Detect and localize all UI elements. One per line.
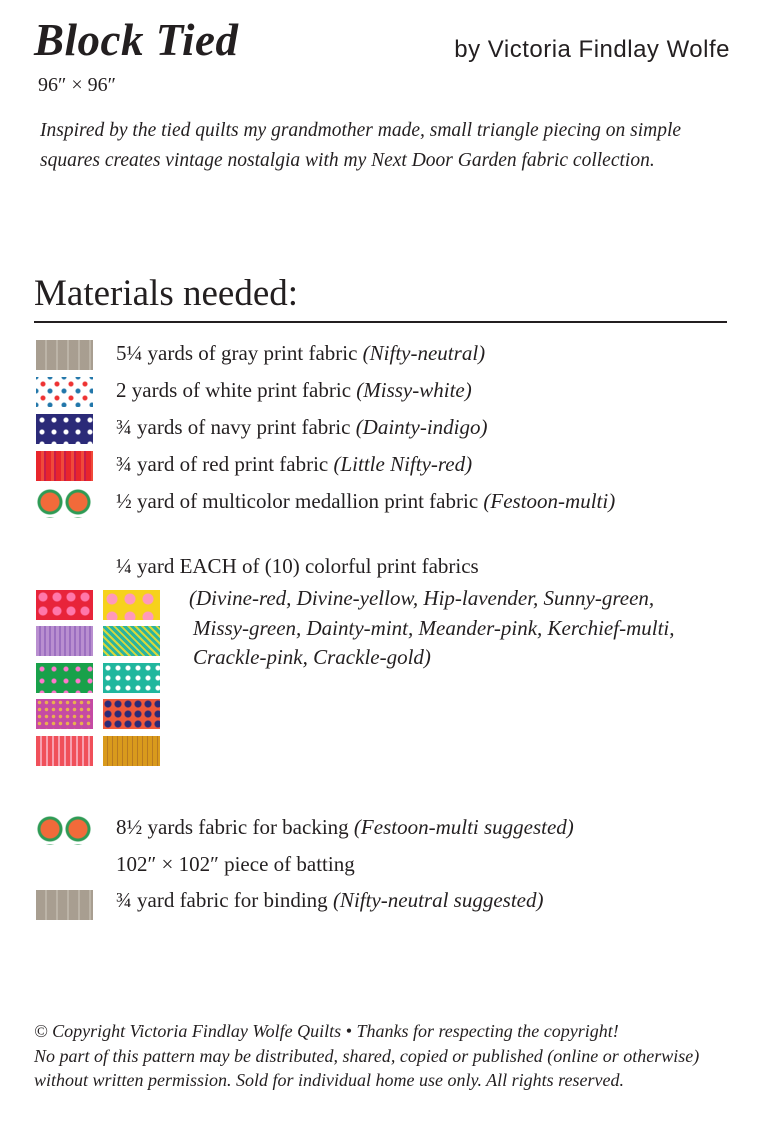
fabric-swatch-binding — [36, 890, 93, 920]
material-text: ¾ yard fabric for binding — [116, 888, 333, 912]
fabric-name: (Nifty-neutral suggested) — [332, 888, 544, 912]
material-item — [116, 415, 488, 440]
fabric-swatch-divine-yellow — [103, 590, 160, 620]
material-text: 2 yards of white print fabric — [116, 378, 357, 402]
fabric-swatch-meander-pink — [36, 699, 93, 729]
fabric-swatch-dainty-mint — [103, 663, 160, 693]
materials-heading: Materials needed: — [34, 273, 299, 314]
material-item — [116, 452, 472, 477]
batting-item: 102″ × 102″ piece of batting — [116, 852, 355, 876]
copyright-notice — [34, 1019, 734, 1093]
copyright-line: © Copyright Victoria Findlay Wolfe Quilts • Thanks for respecting the copyright! — [34, 1021, 619, 1041]
fabric-swatch-hip-lavender — [36, 626, 93, 656]
quilt-dimensions: 96″ × 96″ — [38, 74, 116, 96]
fabric-swatch-backing — [36, 815, 93, 845]
fabric-swatch-crackle-pink — [36, 736, 93, 766]
heading-divider — [34, 321, 727, 323]
pattern-description: Inspired by the tied quilts my grandmother made, small triangle piecing on simple squares creates vintage nostalgia with my Next Door Garden fabric collection. — [40, 120, 682, 171]
fabric-names-line: (Divine-red, Divine-yellow, Hip-lavender, Sunny-green, — [189, 586, 655, 610]
designer-credit: by Victoria Findlay Wolfe — [454, 36, 730, 63]
fabric-swatch-sunny-green — [103, 626, 160, 656]
material-item — [116, 489, 615, 514]
fabric-swatch-missy-white — [36, 377, 93, 407]
fabric-swatch-little-nifty-red — [36, 451, 93, 481]
usage-terms: No part of this pattern may be distributed, shared, copied or published (online or otherwise) without written permission. Sold for individual home use only. All rights reserved. — [34, 1045, 700, 1090]
fabric-name: (Missy-white) — [356, 378, 472, 402]
fabric-name: (Festoon-multi) — [483, 489, 616, 513]
material-item — [116, 341, 485, 366]
material-text: ½ yard of multicolor medallion print fabric — [116, 489, 484, 513]
fabric-names-line: Missy-green, Dainty-mint, Meander-pink, Kerchief-multi, — [193, 615, 675, 640]
assorted-fabrics-item: ¼ yard EACH of (10) colorful print fabrics — [116, 554, 479, 578]
fabric-swatch-festoon-multi — [36, 488, 93, 518]
fabric-name: (Dainty-indigo) — [355, 415, 488, 439]
pattern-title: Block Tied — [34, 15, 239, 65]
fabric-swatch-crackle-gold — [103, 736, 160, 766]
fabric-swatch-kerchief-multi — [103, 699, 160, 729]
material-text: ¾ yard of red print fabric — [116, 452, 334, 476]
fabric-name: (Nifty-neutral) — [362, 341, 486, 365]
fabric-swatch-missy-green — [36, 663, 93, 693]
material-text: 8½ yards fabric for backing — [116, 815, 354, 839]
binding-item — [116, 888, 543, 913]
fabric-name: (Festoon-multi suggested) — [353, 815, 574, 839]
fabric-name: (Little Nifty-red) — [333, 452, 473, 476]
fabric-swatch-divine-red — [36, 590, 93, 620]
material-item — [116, 378, 472, 403]
assorted-fabric-names — [189, 584, 674, 673]
fabric-swatch-nifty-neutral — [36, 340, 93, 370]
material-text: 5¼ yards of gray print fabric — [116, 341, 363, 365]
fabric-swatch-dainty-indigo — [36, 414, 93, 444]
material-text: ¾ yards of navy print fabric — [116, 415, 356, 439]
fabric-names-line: Crackle-pink, Crackle-gold) — [193, 645, 431, 669]
backing-item — [116, 815, 574, 840]
